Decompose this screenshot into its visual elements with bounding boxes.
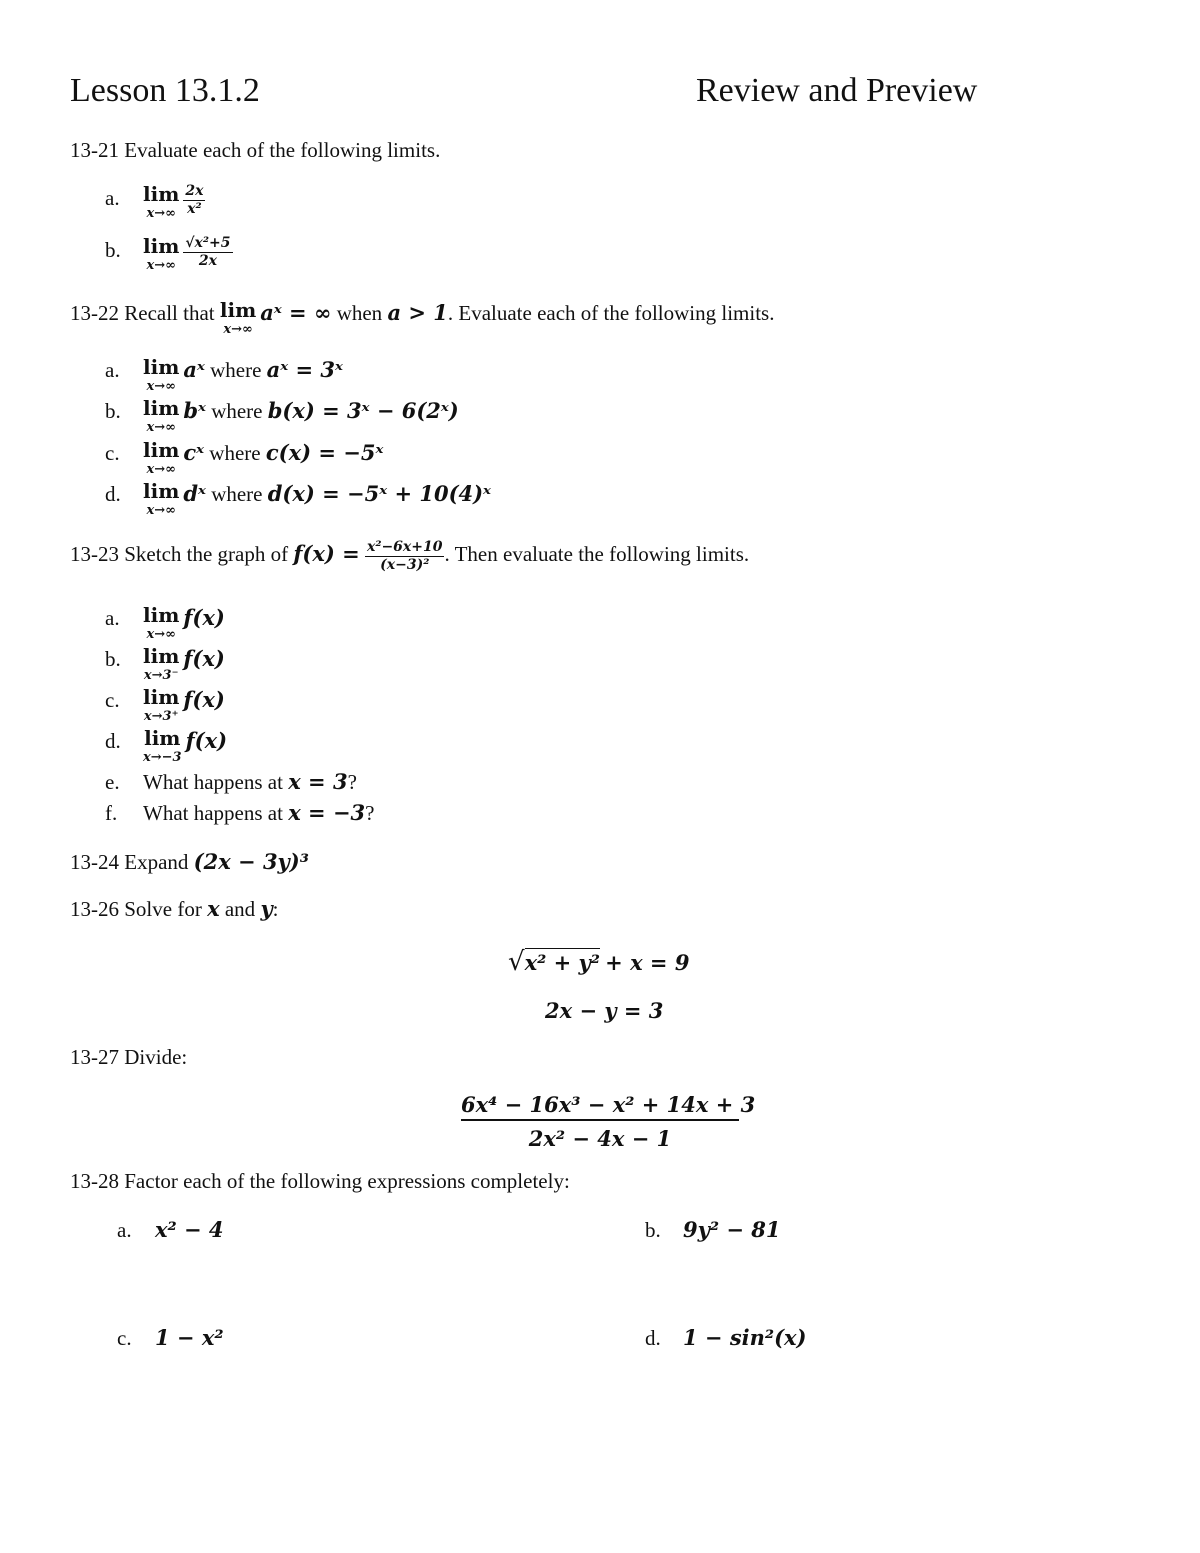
problem-13-28-b (645, 1217, 780, 1243)
definition: c(x) = −5ˣ (265, 440, 384, 465)
fraction (365, 540, 445, 572)
item-label: b. (105, 399, 121, 423)
lim-word: lim (219, 298, 257, 322)
item-label: a. (105, 358, 120, 382)
division-denominator: 2x² − 4x − 1 (528, 1126, 672, 1151)
lim-word: lim (143, 438, 180, 462)
problem-13-22-b (105, 398, 459, 434)
item-label: b. (105, 647, 121, 671)
problem-13-23-a (105, 605, 225, 641)
problem-13-23-d (105, 728, 227, 764)
colon: : (272, 897, 279, 921)
value: x = 3 (288, 769, 348, 794)
intro-text: 13-22 Recall that (70, 301, 215, 325)
lim-word: lim (143, 644, 180, 668)
item-label: e. (105, 770, 120, 794)
limit-operator (220, 300, 256, 336)
function: cˣ (183, 440, 205, 465)
equation-rest: + x = 9 (605, 950, 690, 975)
expression: 1 − x² (155, 1325, 224, 1350)
item-label: b. (645, 1218, 661, 1242)
lim-subscript: x→∞ (146, 379, 176, 394)
lim-subscript: x→−3 (143, 750, 182, 765)
sqrt-icon: √ (508, 947, 525, 977)
limit-operator (143, 357, 179, 393)
problem-13-21-prompt: 13-21 Evaluate each of the following limits. (70, 138, 441, 162)
where-text: where (210, 358, 262, 382)
expression: 1 − sin²(x) (683, 1325, 807, 1350)
var-x: x (207, 896, 220, 921)
problem-13-23-prompt (70, 540, 749, 572)
definition: aˣ = 3ˣ (266, 357, 343, 382)
section-title: Review and Preview (696, 72, 978, 109)
item-label: d. (105, 729, 121, 753)
lesson-title: Lesson 13.1.2 (70, 72, 260, 109)
limit-operator (143, 398, 179, 434)
intro-text: 13-23 Sketch the graph of (70, 542, 289, 566)
question-mark: ? (347, 770, 357, 794)
limit-expression: aˣ = ∞ (260, 300, 332, 325)
function: f(x) (183, 687, 225, 712)
problem-13-27-prompt: 13-27 Divide: (70, 1045, 188, 1069)
division-numerator: 6x⁴ − 16x³ − x² + 14x + 3 (461, 1092, 739, 1121)
and-text: and (224, 897, 256, 921)
question-mark: ? (365, 801, 375, 825)
problem-13-22-a (105, 357, 343, 393)
limit-operator (143, 728, 182, 764)
equation-1 (508, 947, 689, 977)
item-label: a. (105, 606, 120, 630)
expression: (2x − 3y)³ (193, 849, 309, 874)
limit-operator (143, 184, 179, 220)
prompt-text: 13-26 Solve for (70, 897, 202, 921)
problem-13-22-d (105, 481, 491, 517)
function-name: f(x) = (293, 541, 360, 566)
problem-13-26-prompt (70, 896, 278, 922)
rest-text: . Evaluate each of the following limits. (447, 301, 775, 325)
question-text: What happens at (143, 770, 283, 794)
question-text: What happens at (143, 801, 283, 825)
lim-subscript: x→∞ (146, 627, 176, 642)
problem-13-23-f (105, 800, 374, 826)
where-text: where (211, 482, 263, 506)
lim-word: lim (144, 726, 181, 750)
lim-word: lim (143, 603, 180, 627)
lim-subscript: x→∞ (223, 322, 253, 337)
lim-word: lim (143, 355, 180, 379)
lim-subscript: x→3⁻ (143, 668, 179, 683)
function: f(x) (183, 646, 225, 671)
limit-operator (143, 236, 179, 272)
var-y: y (260, 896, 273, 921)
problem-13-21-a (105, 184, 205, 220)
numerator: x²−6x+10 (366, 539, 443, 555)
equation-2: 2x − y = 3 (545, 998, 664, 1023)
item-label: d. (645, 1326, 661, 1350)
lim-subscript: x→∞ (146, 462, 176, 477)
function: dˣ (183, 481, 206, 506)
limit-operator (143, 481, 179, 517)
rest-text: . Then evaluate the following limits. (444, 542, 750, 566)
where-text: where (209, 441, 261, 465)
item-label: c. (117, 1326, 132, 1350)
numerator: 2x (185, 183, 204, 199)
lim-word: lim (143, 685, 180, 709)
problem-13-28-prompt: 13-28 Factor each of the following expressions completely: (70, 1169, 570, 1193)
expression: x² − 4 (155, 1217, 224, 1242)
item-label: c. (105, 441, 120, 465)
lim-subscript: x→∞ (146, 503, 176, 518)
lim-word: lim (143, 234, 180, 258)
problem-13-22-c (105, 440, 383, 476)
function: bˣ (183, 398, 206, 423)
limit-operator (143, 687, 179, 723)
problem-13-21-b (105, 236, 233, 272)
lim-word: lim (143, 479, 180, 503)
limit-operator (143, 440, 179, 476)
problem-13-24 (70, 849, 309, 875)
lim-subscript: x→∞ (146, 206, 176, 221)
function: aˣ (183, 357, 205, 382)
problem-13-28-d (645, 1325, 807, 1351)
definition: d(x) = −5ˣ + 10(4)ˣ (267, 481, 491, 506)
denominator: 2x (198, 252, 217, 269)
item-label: c. (105, 688, 120, 712)
item-label: a. (117, 1218, 132, 1242)
denominator: x² (187, 200, 202, 217)
denominator: (x−3)² (380, 556, 430, 573)
item-label: d. (105, 482, 121, 506)
where-text: where (211, 399, 263, 423)
lim-word: lim (143, 182, 180, 206)
item-label: f. (105, 801, 118, 825)
problem-13-28-c (117, 1325, 224, 1351)
numerator: √x²+5 (185, 235, 231, 251)
function: f(x) (183, 605, 225, 630)
problem-13-23-c (105, 687, 225, 723)
item-label: a. (105, 186, 120, 210)
problem-13-23-b (105, 646, 225, 682)
lim-subscript: x→∞ (146, 258, 176, 273)
fraction (183, 236, 232, 268)
radicand: x² + y² (524, 950, 600, 975)
limit-operator (143, 605, 179, 641)
problem-13-22-prompt (70, 300, 774, 336)
problem-13-23-e (105, 769, 357, 795)
condition: a > 1 (387, 300, 448, 325)
lim-subscript: x→3⁺ (143, 709, 179, 724)
value: x = −3 (288, 800, 366, 825)
expression: 9y² − 81 (683, 1217, 781, 1242)
prompt-text: 13-24 Expand (70, 850, 189, 874)
definition: b(x) = 3ˣ − 6(2ˣ) (267, 398, 459, 423)
problem-13-28-a (117, 1217, 224, 1243)
function: f(x) (185, 728, 228, 753)
lim-subscript: x→∞ (146, 420, 176, 435)
fraction (183, 184, 205, 216)
when-text: when (336, 301, 383, 325)
limit-operator (143, 646, 179, 682)
item-label: b. (105, 238, 121, 262)
lim-word: lim (143, 396, 180, 420)
